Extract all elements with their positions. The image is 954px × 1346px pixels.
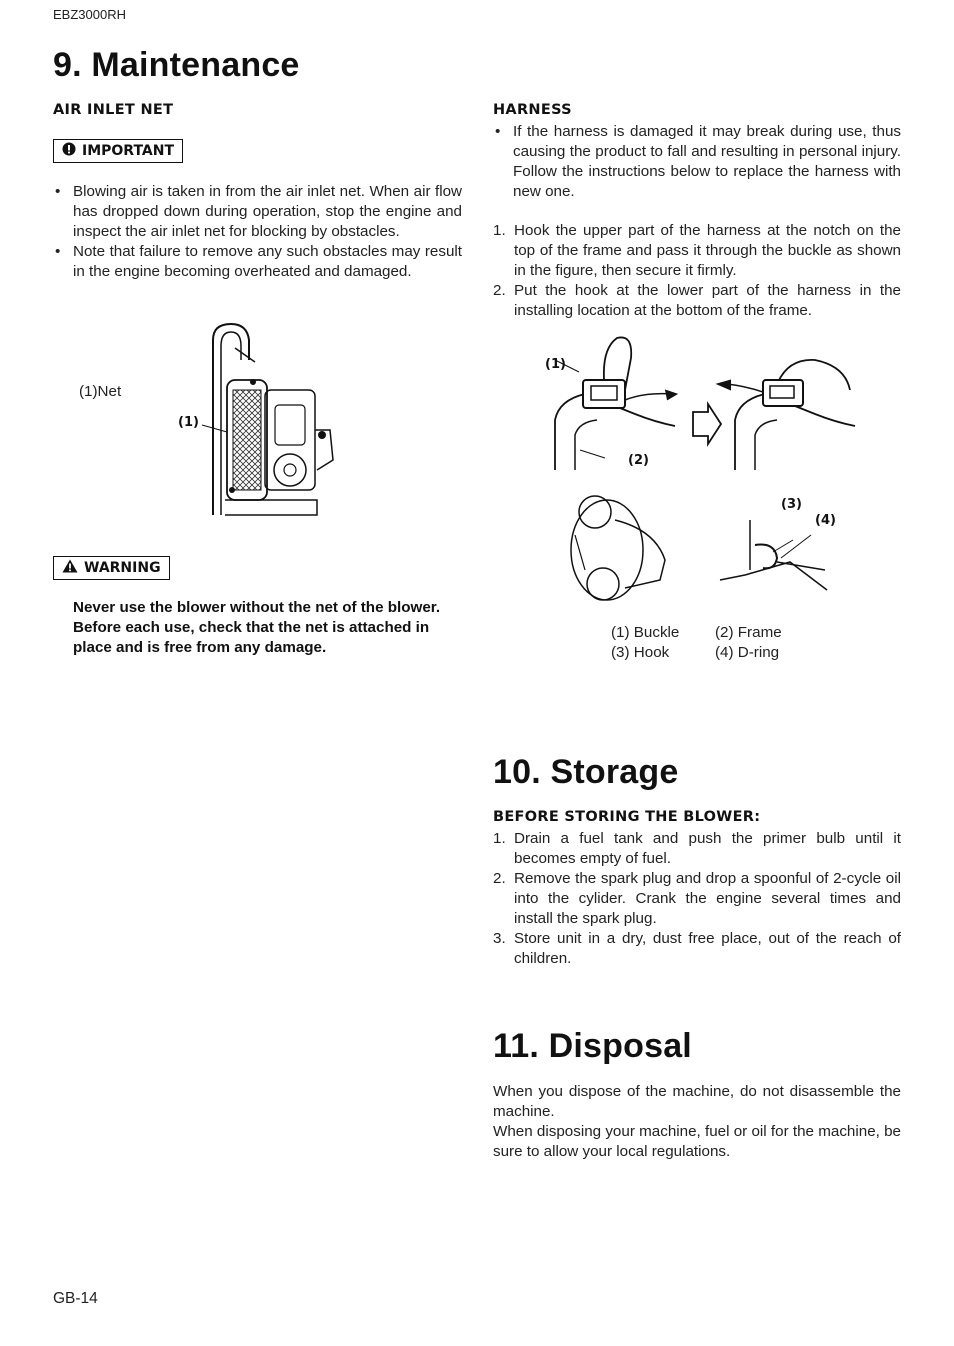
warning-box <box>53 556 170 580</box>
storage-title: 10. Storage <box>493 753 679 791</box>
list-item: 2. Remove the spark plug and drop a spoonful of 2-cycle oil into the cylider. Crank the engine several times and install the spark plug. <box>493 870 901 927</box>
callout-4: (4) <box>815 513 836 528</box>
disposal-title: 11. Disposal <box>493 1027 692 1065</box>
page-number: GB-14 <box>53 1290 98 1307</box>
warning-label: WARNING <box>84 560 161 576</box>
storage-heading: BEFORE STORING THE BLOWER: <box>493 809 761 825</box>
legend-frame: (2) Frame <box>715 624 782 641</box>
important-label: IMPORTANT <box>82 143 175 159</box>
maintenance-title: 9. Maintenance <box>53 46 300 84</box>
net-figure-caption: (1)Net <box>79 383 122 400</box>
list-item: 3. Store unit in a dry, dust free place, out of the reach of children. <box>493 930 901 967</box>
harness-legend <box>611 623 821 663</box>
model-number: EBZ3000RH <box>53 7 126 22</box>
warning-triangle-icon <box>62 559 78 577</box>
storage-steps <box>493 829 901 969</box>
list-item: 1. Hook the upper part of the harness at the notch on the top of the frame and pass it through the buckle as shown in the figure, then secure it firmly. <box>493 222 901 279</box>
harness-bullets <box>493 122 901 202</box>
air-inlet-heading: AIR INLET NET <box>53 102 174 118</box>
legend-buckle: (1) Buckle <box>611 624 680 641</box>
callout-1: (1) <box>545 357 566 372</box>
disposal-paragraph-1: When you dispose of the machine, do not disassemble the machine. <box>493 1083 901 1120</box>
list-item: • Blowing air is taken in from the air inlet net. When air flow has dropped down during operation, stop the engine and inspect the air inlet net for blocking by obstacles. <box>53 182 462 242</box>
list-item: • If the harness is damaged it may break during use, thus causing the product to fall and resulting in personal injury. Follow the instructions below to replace the harness with new one. <box>493 122 901 202</box>
blower-net-illustration <box>195 320 345 520</box>
net-figure-callout: (1) <box>178 415 199 430</box>
important-box <box>53 139 183 163</box>
warning-text: Never use the blower without the net of the blower. Before each use, check that the net is attached in place and is free from any damage. <box>73 599 441 656</box>
callout-2: (2) <box>628 453 649 468</box>
disposal-paragraph-2: When disposing your machine, fuel or oil for the machine, be sure to allow your local regulations. <box>493 1123 901 1160</box>
legend-d-ring: (4) D-ring <box>715 644 780 661</box>
harness-illustration <box>545 330 865 610</box>
list-item: 1. Drain a fuel tank and push the primer bulb until it becomes empty of fuel. <box>493 830 901 867</box>
harness-heading: HARNESS <box>493 102 572 118</box>
legend-hook: (3) Hook <box>611 644 670 661</box>
exclamation-icon <box>62 142 76 160</box>
callout-3: (3) <box>781 497 802 512</box>
harness-steps <box>493 221 901 321</box>
list-item: • Note that failure to remove any such obstacles may result in the engine becoming overheated and damaged. <box>53 242 462 282</box>
air-inlet-bullets <box>53 182 462 282</box>
list-item: 2. Put the hook at the lower part of the harness in the installing location at the bottom of the frame. <box>493 282 901 319</box>
